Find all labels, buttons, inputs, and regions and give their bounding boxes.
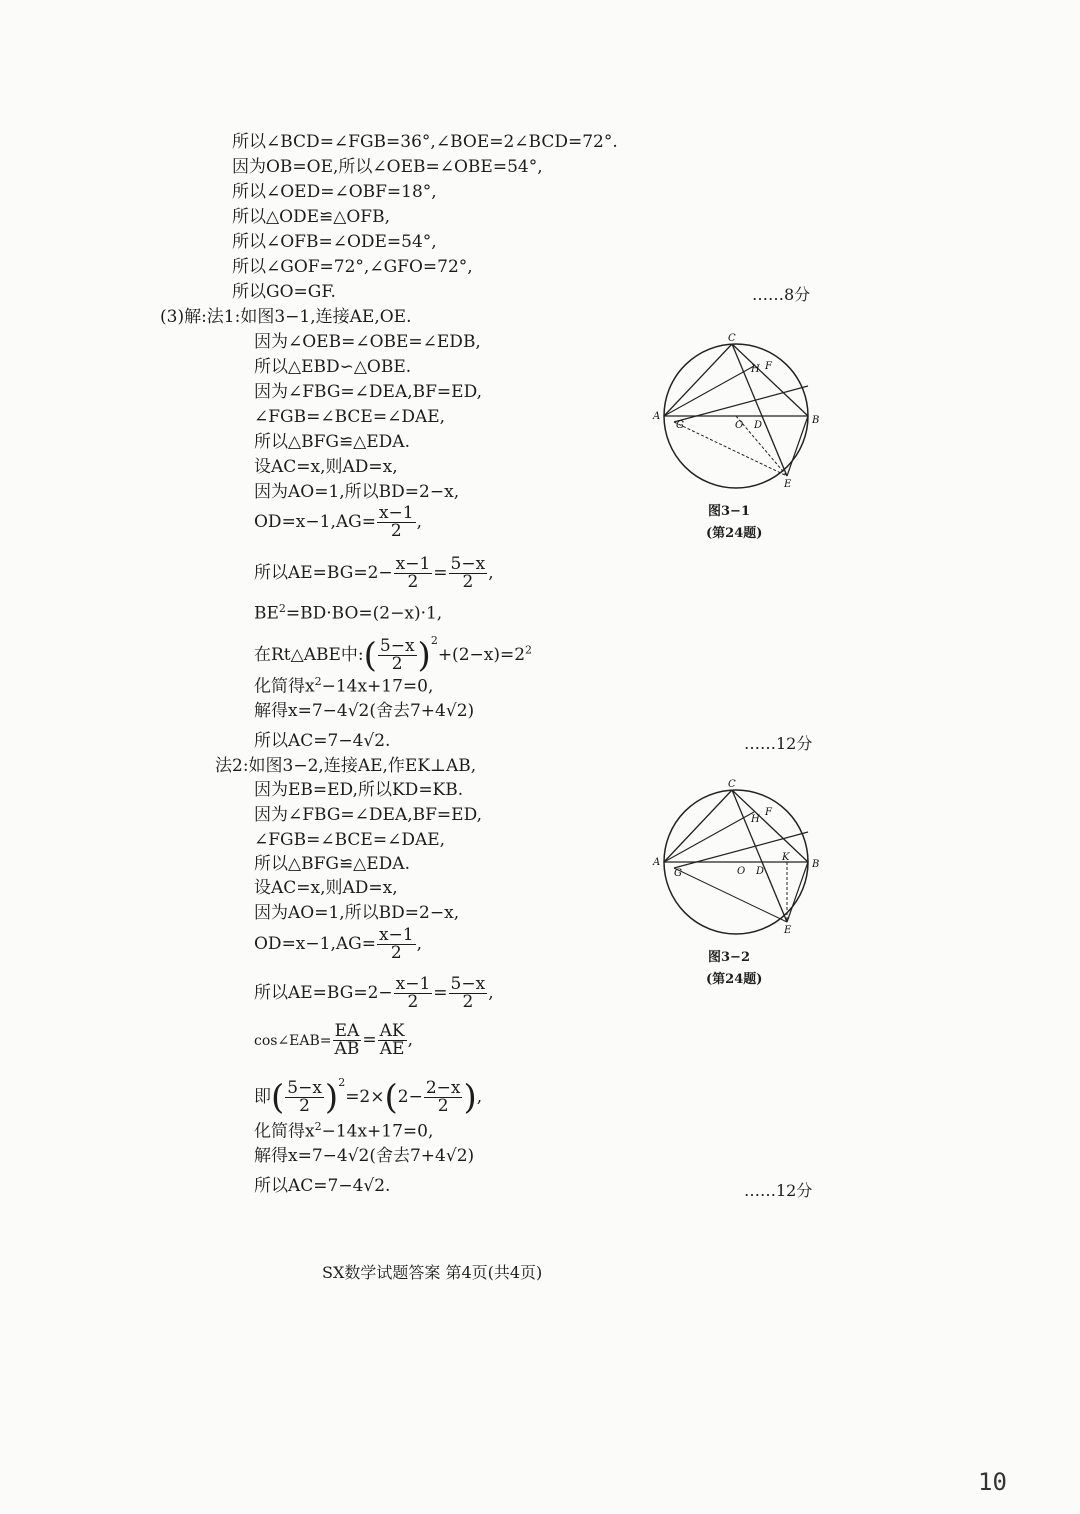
proof-line: 因为AO=1,所以BD=2−x, <box>254 903 460 923</box>
figure-caption: 图3−1 <box>708 504 750 519</box>
label-e: E <box>784 925 792 936</box>
label-e: E <box>784 479 792 490</box>
paren: ) <box>417 635 431 676</box>
text-segment: −14x+17=0, <box>321 676 434 697</box>
proof-line: 所以△EBD∽△OBE. <box>254 357 412 377</box>
denominator: 2 <box>407 992 419 1012</box>
proof-line: 因为∠OEB=∠OBE=∠EDB, <box>254 332 481 352</box>
proof-line <box>254 630 533 676</box>
label-g: G <box>674 868 682 879</box>
proof-line: 所以△BFG≌△EDA. <box>254 854 410 874</box>
superscript: 2 <box>314 1120 322 1133</box>
text-segment: +(2−x)=2 <box>437 645 526 665</box>
score-marker: ……12分 <box>744 1181 813 1200</box>
text-segment: 所以AE=BG=2− <box>254 983 393 1003</box>
proof-line: 解得x=7−4√2(舍去7+4√2) <box>254 1146 475 1166</box>
numerator: 5−x <box>379 636 415 656</box>
proof-line: 解得x=7−4√2(舍去7+4√2) <box>254 701 475 721</box>
superscript: 2 <box>338 1076 346 1089</box>
geometry-figure-3-1 <box>650 326 825 496</box>
fraction <box>377 505 416 540</box>
solution-heading: (3)解:法1:如图3−1,连接AE,OE. <box>160 307 412 327</box>
proof-line: ∠FGB=∠BCE=∠DAE, <box>254 407 446 427</box>
label-f: F <box>765 807 772 818</box>
label-o: O <box>737 866 746 877</box>
text-segment: 即 <box>254 1087 271 1107</box>
text-segment: =BD·BO=(2−x)·1, <box>285 603 443 624</box>
figure-subcaption: (第24题) <box>706 526 763 541</box>
segment-cb <box>732 790 808 862</box>
paren: ( <box>384 1077 398 1118</box>
denominator: AE <box>379 1039 405 1059</box>
text-segment: 在Rt△ABE中: <box>254 645 364 665</box>
fraction <box>378 638 417 673</box>
label-b: B <box>812 415 820 426</box>
paren: ( <box>271 1077 285 1118</box>
text-segment: , <box>416 512 423 532</box>
proof-line: 设AC=x,则AD=x, <box>254 457 398 477</box>
proof-line <box>254 598 442 625</box>
superscript: 2 <box>278 602 286 615</box>
proof-line: 所以AC=7−4√2. <box>254 1176 391 1196</box>
proof-line <box>254 1023 413 1058</box>
numerator: x−1 <box>395 974 431 994</box>
numerator: 5−x <box>450 974 486 994</box>
text-segment: cos∠EAB= <box>254 1033 332 1049</box>
label-h: H <box>751 364 760 375</box>
denominator: 2 <box>391 654 403 674</box>
segment-ge <box>674 868 787 922</box>
label-o: O <box>735 420 744 431</box>
fraction <box>333 1023 362 1058</box>
label-d: D <box>756 866 765 877</box>
superscript: 2 <box>525 643 533 657</box>
fraction <box>449 556 488 591</box>
label-a: A <box>653 411 661 422</box>
numerator: 5−x <box>450 554 486 574</box>
superscript: 2 <box>314 675 322 688</box>
fraction <box>378 1023 407 1058</box>
score-marker: ……12分 <box>744 734 813 753</box>
denominator: 2 <box>390 521 402 541</box>
text-segment: 2− <box>397 1087 423 1107</box>
proof-line: 因为EB=ED,所以KD=KB. <box>254 780 464 800</box>
segment-ce <box>732 790 787 922</box>
proof-line <box>254 505 422 540</box>
text-segment: , <box>407 1030 413 1050</box>
proof-line: 所以△ODE≌△OFB, <box>232 207 390 227</box>
text-segment: =2× <box>345 1087 385 1107</box>
superscript: 2 <box>430 634 438 647</box>
geometry-figure-3-2 <box>650 772 825 942</box>
segment-be <box>787 862 808 922</box>
text-segment: 化简得x <box>254 676 315 697</box>
proof-line <box>254 1072 483 1118</box>
label-d: D <box>754 420 763 431</box>
numerator: EA <box>333 1023 362 1041</box>
proof-line <box>254 976 494 1011</box>
numerator: x−1 <box>378 503 414 523</box>
figure-caption: 图3−2 <box>708 950 750 965</box>
denominator: 2 <box>462 572 474 592</box>
text-segment: = <box>433 983 448 1003</box>
proof-line: 因为∠FBG=∠DEA,BF=ED, <box>254 382 483 402</box>
label-c: C <box>728 779 736 790</box>
proof-line: 所以∠BCD=∠FGB=36°,∠BOE=2∠BCD=72°. <box>232 132 618 152</box>
label-g: G <box>676 420 684 431</box>
page-footer: SX数学试题答案 第4页(共4页) <box>322 1263 543 1282</box>
text-segment: = <box>362 1030 377 1050</box>
text-segment: OD=x−1,AG= <box>254 934 376 954</box>
proof-line: 所以∠GOF=72°,∠GFO=72°, <box>232 257 473 277</box>
numerator: 5−x <box>287 1078 322 1098</box>
text-segment: = <box>433 563 448 583</box>
proof-line: 因为∠FBG=∠DEA,BF=ED, <box>254 805 483 825</box>
fraction <box>377 927 416 962</box>
dashed-ge <box>674 422 787 476</box>
fraction <box>394 556 433 591</box>
fraction <box>285 1080 324 1115</box>
paren: ) <box>463 1077 477 1118</box>
proof-line: 设AC=x,则AD=x, <box>254 878 398 898</box>
denominator: 2 <box>390 943 402 963</box>
text-segment: BE <box>254 603 279 624</box>
page-number: 10 <box>978 1468 1007 1496</box>
proof-line: 所以∠OFB=∠ODE=54°, <box>232 232 437 252</box>
proof-line <box>254 671 433 698</box>
proof-line <box>254 927 422 962</box>
text-segment: 化简得x <box>254 1121 315 1142</box>
text-segment: , <box>476 1087 483 1107</box>
proof-line: 因为OB=OE,所以∠OEB=∠OBE=54°, <box>232 157 543 177</box>
label-a: A <box>653 857 661 868</box>
proof-line: 所以∠OED=∠OBF=18°, <box>232 182 437 202</box>
proof-line: 所以GO=GF. <box>232 282 336 302</box>
label-h: H <box>751 814 760 825</box>
text-segment: OD=x−1,AG= <box>254 512 376 532</box>
proof-line: 因为AO=1,所以BD=2−x, <box>254 482 460 502</box>
denominator: 2 <box>437 1096 449 1116</box>
label-k: K <box>782 852 790 863</box>
proof-line <box>254 556 494 591</box>
text-segment: , <box>488 983 494 1003</box>
denominator: 2 <box>407 572 419 592</box>
proof-line <box>254 1116 433 1143</box>
label-c: C <box>728 333 736 344</box>
segment-cb <box>732 344 808 416</box>
text-segment: , <box>488 563 494 583</box>
fraction <box>394 976 433 1011</box>
denominator: 2 <box>299 1096 310 1116</box>
denominator: 2 <box>462 992 474 1012</box>
proof-line: ∠FGB=∠BCE=∠DAE, <box>254 830 446 850</box>
paren: ) <box>324 1077 339 1118</box>
figure-subcaption: (第24题) <box>706 972 763 987</box>
fraction <box>424 1080 463 1115</box>
numerator: AK <box>379 1021 405 1041</box>
denominator: AB <box>334 1039 360 1059</box>
paren: ( <box>363 635 377 676</box>
text-segment: 所以AE=BG=2− <box>254 563 393 583</box>
proof-line: 所以AC=7−4√2. <box>254 731 391 751</box>
segment-be <box>787 416 808 476</box>
numerator: x−1 <box>378 925 414 945</box>
numerator: 2−x <box>425 1078 461 1098</box>
numerator: x−1 <box>395 554 431 574</box>
score-marker: ……8分 <box>752 285 811 304</box>
label-f: F <box>765 361 772 372</box>
fraction <box>449 976 488 1011</box>
solution-heading: 法2:如图3−2,连接AE,作EK⊥AB, <box>215 756 477 776</box>
label-b: B <box>812 859 820 870</box>
text-segment: −14x+17=0, <box>321 1121 434 1142</box>
text-segment: , <box>416 934 423 954</box>
proof-line: 所以△BFG≌△EDA. <box>254 432 410 452</box>
